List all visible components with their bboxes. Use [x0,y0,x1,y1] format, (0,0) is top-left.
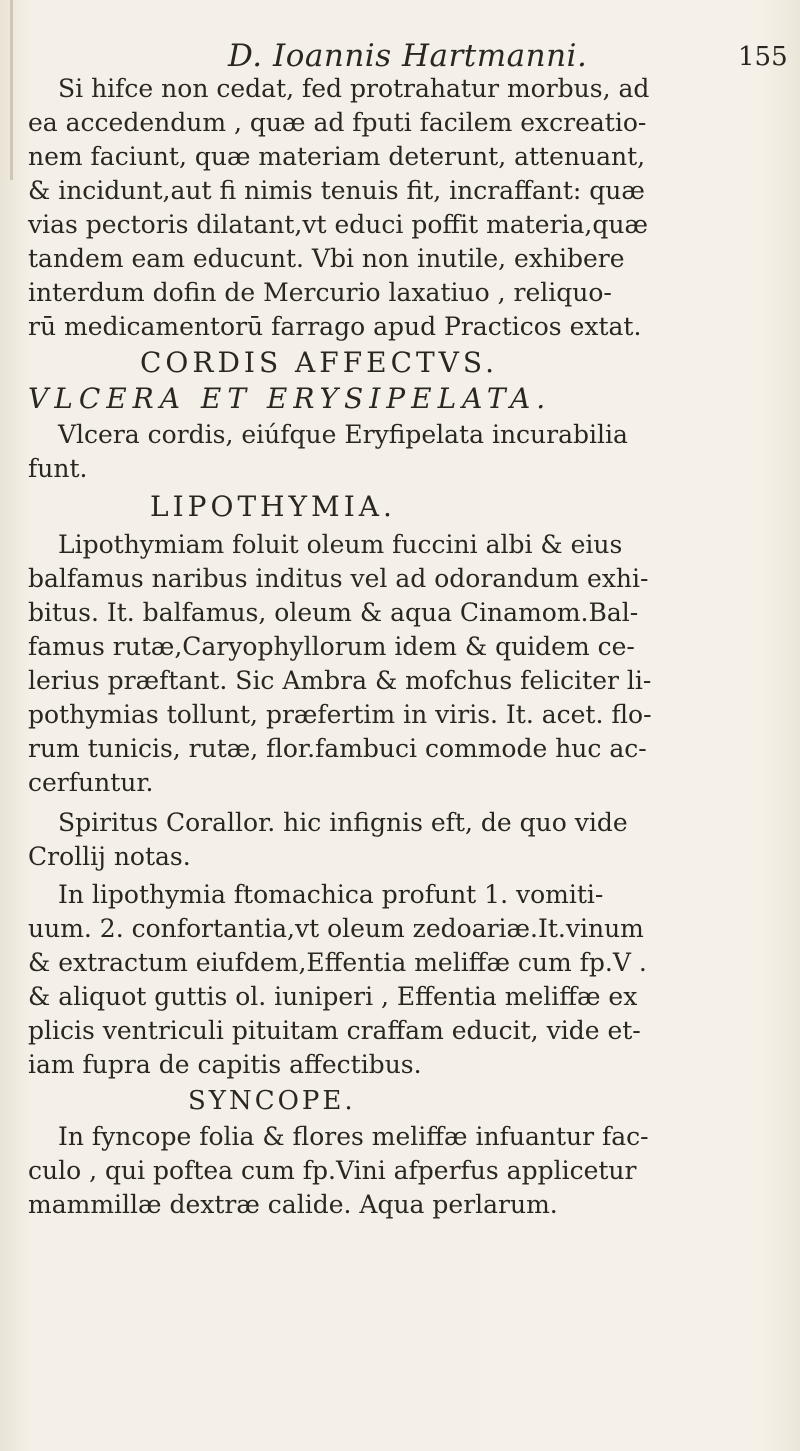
text-line: Vlcera cordis, eiúfque Eryfipelata incurabilia [58,420,628,449]
page-gutter-edge [10,0,13,180]
text-line: In fyncope folia & flores meliffæ infuantur fac- [58,1122,649,1151]
section-subheading: VLCERA ET ERYSIPELATA. [28,382,552,415]
text-line: rū medicamentorū farrago apud Practicos extat. [28,312,642,341]
text-line: culo , qui poftea cum fp.Vini afperfus applicetur [28,1156,637,1185]
text-line: lerius præftant. Sic Ambra & mofchus feliciter li- [28,666,652,695]
text-line: uum. 2. confortantia,vt oleum zedoariæ.It.vinum [28,914,644,943]
text-line: ea accedendum , quæ ad fputi facilem excreatio- [28,108,647,137]
text-line: vias pectoris dilatant,vt educi poffit materia,quæ [28,210,648,239]
text-line: Crollij notas. [28,842,191,871]
text-line: rum tunicis, rutæ, flor.fambuci commode huc ac- [28,734,647,763]
text-line: & incidunt,aut fi nimis tenuis fit, incraffant: quæ [28,176,645,205]
section-heading: CORDIS AFFECTVS. [140,346,498,379]
text-line: cerfuntur. [28,768,154,797]
text-line: famus rutæ,Caryophyllorum idem & quidem ce- [28,632,635,661]
text-line: iam fupra de capitis affectibus. [28,1050,422,1079]
text-line: & extractum eiufdem,Effentia meliffæ cum fp.V . [28,948,647,977]
text-line: tandem eam educunt. Vbi non inutile, exhibere [28,244,625,273]
text-line: bitus. It. balfamus, oleum & aqua Cinamom.Bal- [28,598,639,627]
text-line: pothymias tollunt, præfertim in viris. It. acet. flo- [28,700,652,729]
text-line: mammillæ dextræ calide. Aqua perlarum. [28,1190,558,1219]
section-heading: SYNCOPE. [188,1086,356,1116]
text-line: In lipothymia ftomachica profunt 1. vomiti- [58,880,604,909]
section-heading: LIPOTHYMIA. [150,490,396,523]
text-line: plicis ventriculi pituitam craffam educit, vide et- [28,1016,641,1045]
text-line: balfamus naribus inditus vel ad odorandum exhi- [28,564,649,593]
text-line: Lipothymiam foluit oleum fuccini albi & eius [58,530,623,559]
running-head: D. Ioannis Hartmanni. [228,38,588,74]
page-number: 155 [738,42,788,72]
text-line: Spiritus Corallor. hic infignis eft, de quo vide [58,808,628,837]
text-line: nem faciunt, quæ materiam deterunt, attenuant, [28,142,646,171]
text-line: Si hifce non cedat, fed protrahatur morbus, ad [58,74,650,103]
text-line: & aliquot guttis ol. iuniperi , Effentia meliffæ ex [28,982,638,1011]
text-line: funt. [28,454,88,483]
text-line: interdum dofin de Mercurio laxatiuo , reliquo- [28,278,612,307]
